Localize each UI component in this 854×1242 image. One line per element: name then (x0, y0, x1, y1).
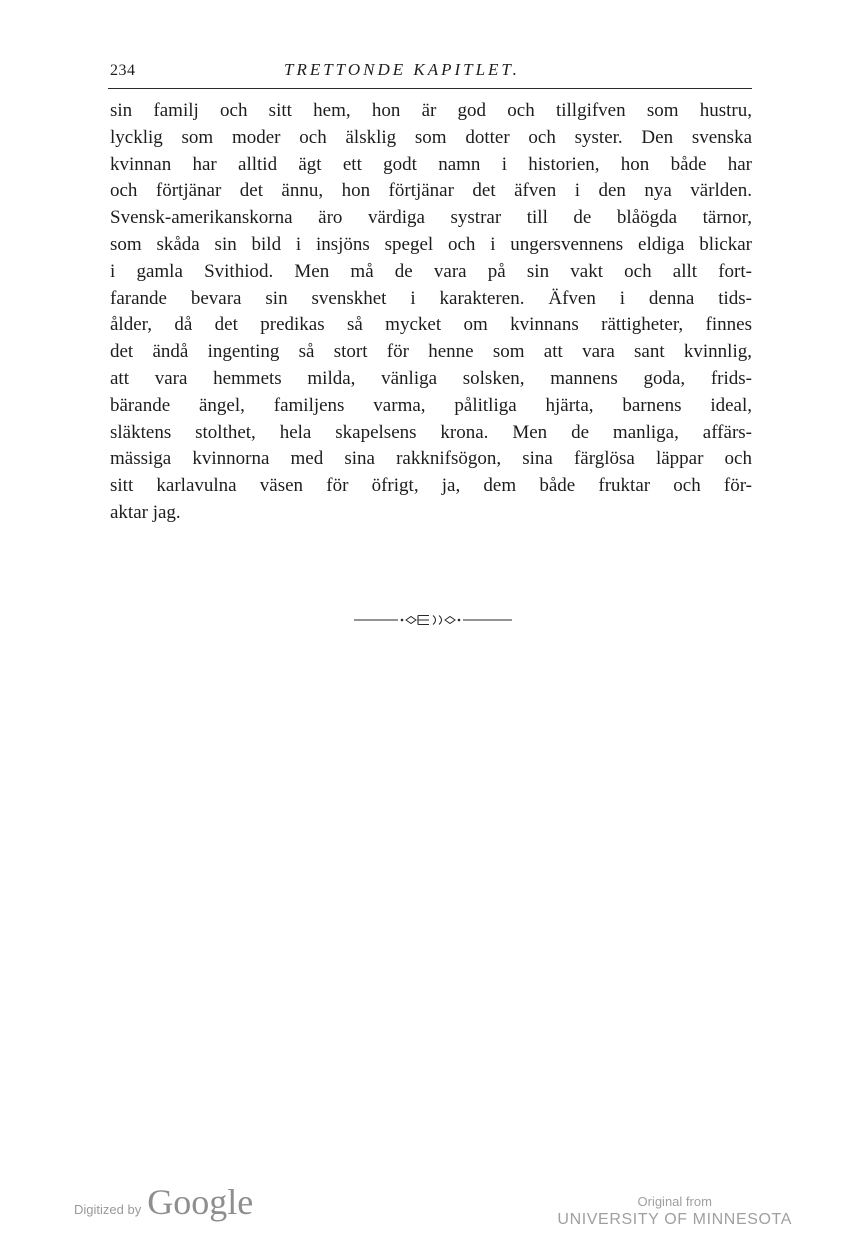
text-line: lycklig som moder och älsklig som dotter och syster. Den svenska (110, 126, 752, 148)
text-line: som skåda sin bild i insjöns spegel och i ungersvennens eldiga blickar (110, 233, 752, 255)
text-line: i gamla Svithiod. Men må de vara på sin vakt och allt fort- (110, 260, 752, 282)
text-line: att vara hemmets milda, vänliga solsken, mannens goda, frids- (110, 367, 752, 389)
tailpiece-ornament-icon (354, 611, 512, 629)
text-line: det ändå ingenting så stort för henne som att vara sant kvinnlig, (110, 341, 752, 363)
text-line: mässiga kvinnorna med sina rakknifsögon, sina färglösa läppar och (110, 448, 752, 470)
text-line: bärande ängel, familjens varma, pålitliga hjärta, barnens ideal, (110, 394, 752, 416)
text-line: sin familj och sitt hem, hon är god och tillgifven som hustru, (110, 100, 752, 121)
institution-name: UNIVERSITY OF MINNESOTA (557, 1211, 792, 1228)
original-label: Original from (637, 1194, 712, 1209)
header-rule (108, 88, 752, 89)
text-line: farande bevara sin svenskhet i karakteren. Äfven i denna tids- (110, 287, 752, 309)
digitizer-brand: Google (147, 1182, 254, 1222)
text-line: ålder, då det predikas så mycket om kvinnans rättigheter, finnes (110, 314, 752, 336)
body-text (110, 98, 752, 527)
text-line: och förtjänar det ännu, hon förtjänar det äfven i den nya världen. (110, 180, 752, 202)
text-line: släktens stolthet, hela skapelsens krona. Men de manliga, affärs- (110, 421, 752, 443)
text-line: Svensk-amerikanskorna äro värdiga systrar till de blåögda tärnor, (110, 207, 752, 229)
page-number: 234 (110, 62, 136, 79)
digitized-by-watermark (74, 1181, 253, 1223)
original-from-watermark (557, 1194, 792, 1229)
digitized-label: Digitized by (74, 1202, 142, 1217)
text-line: kvinnan har alltid ägt ett godt namn i historien, hon både har (110, 153, 752, 175)
running-head: TRETTONDE KAPITLET. (284, 60, 520, 79)
text-line: aktar jag. (110, 501, 181, 523)
text-line: sitt karlavulna väsen för öfrigt, ja, dem både fruktar och för- (110, 475, 752, 497)
